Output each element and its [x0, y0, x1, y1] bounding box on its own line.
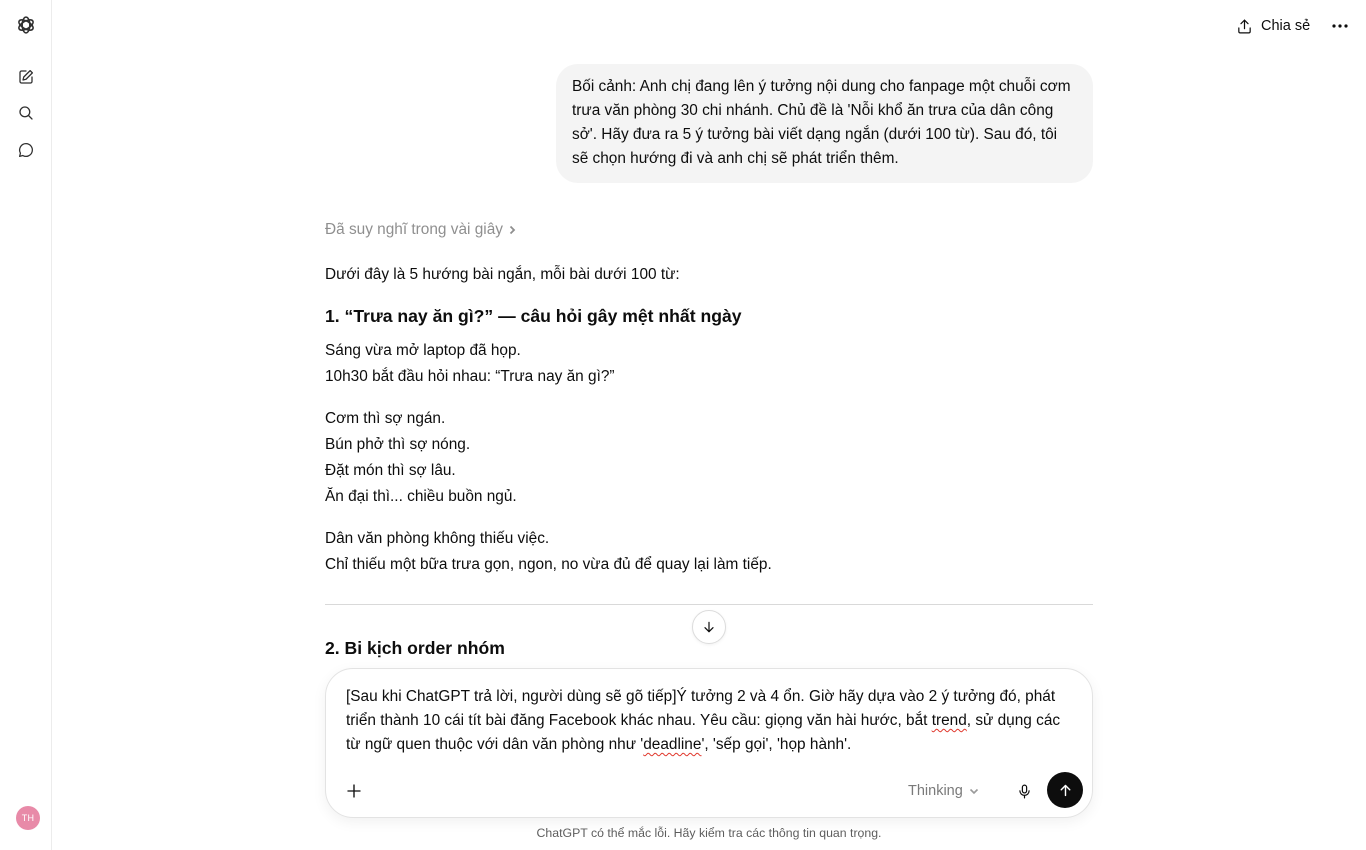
- share-icon: [1236, 18, 1253, 35]
- chat-bubble-icon: [17, 141, 35, 159]
- thought-toggle[interactable]: [325, 221, 517, 239]
- dictate-button[interactable]: [1010, 777, 1038, 805]
- more-options-button[interactable]: [1326, 12, 1354, 40]
- idea-1-paragraph-2: [325, 406, 1093, 510]
- idea-1-line: Sáng vừa mở laptop đã họp.: [325, 342, 521, 359]
- composer: [325, 668, 1093, 818]
- more-horizontal-icon: [1332, 24, 1348, 28]
- chevron-down-icon: [969, 786, 979, 796]
- arrow-down-icon: [701, 619, 717, 635]
- idea-1-line: Chỉ thiếu một bữa trưa gọn, ngon, no vừa đủ để quay lại làm tiếp.: [325, 556, 772, 573]
- chevron-right-icon: [507, 225, 517, 235]
- prompt-text: , sử dụng các từ ngữ quen thuộc với dân văn phòng như ': [346, 712, 1061, 753]
- prompt-text: [Sau khi ChatGPT trả lời, người dùng sẽ gõ tiếp]Ý tưởng 2 và 4 ổn. Giờ hãy dựa vào 2 ý tưởng đó, phát triển thành 10 cái tít bài đăng Facebook khác nhau. Yêu cầu: giọng văn hài hước, bắt: [346, 688, 1056, 729]
- idea-1-title: 1. “Trưa nay ăn gì?” — câu hỏi gây mệt nhất ngày: [325, 306, 742, 326]
- user-message: Bối cảnh: Anh chị đang lên ý tưởng nội dung cho fanpage một chuỗi cơm trưa văn phòng 30 chi nhánh. Chủ đề là 'Nỗi khổ ăn trưa của dân công sở'. Hãy đưa ra 5 ý tưởng bài viết dạng ngắn (dưới 100 từ). Sau đó, tôi sẽ chọn hướng đi và anh chị sẽ phát triển thêm.: [556, 64, 1093, 183]
- send-button[interactable]: [1047, 772, 1083, 808]
- section-divider: [325, 604, 1093, 605]
- prompt-input[interactable]: [346, 685, 1074, 757]
- prompt-text-misspelled: trend: [931, 712, 967, 729]
- new-chat-button[interactable]: [12, 63, 40, 91]
- share-button[interactable]: [1228, 12, 1318, 40]
- idea-1-line: 10h30 bắt đầu hỏi nhau: “Trưa nay ăn gì?”: [325, 368, 615, 385]
- openai-logo-icon[interactable]: [12, 11, 40, 39]
- thought-label: Đã suy nghĩ trong vài giây: [325, 221, 503, 238]
- idea-1-paragraph-3: [325, 526, 1093, 578]
- sidebar-rail: [0, 0, 52, 850]
- idea-1-line: Cơm thì sợ ngán.: [325, 410, 446, 427]
- idea-1-paragraph-1: [325, 338, 1093, 390]
- scroll-to-bottom-button[interactable]: [692, 610, 726, 644]
- edit-icon: [17, 68, 35, 86]
- add-attachment-button[interactable]: [340, 777, 368, 805]
- chats-button[interactable]: [12, 136, 40, 164]
- idea-1-line: Dân văn phòng không thiếu việc.: [325, 530, 550, 547]
- idea-1-line: Ăn đại thì... chiều buồn ngủ.: [325, 488, 517, 505]
- answer-intro: Dưới đây là 5 hướng bài ngắn, mỗi bài dưới 100 từ:: [325, 266, 680, 283]
- arrow-up-icon: [1057, 782, 1074, 799]
- search-icon: [17, 104, 35, 122]
- prompt-text: ', 'sếp gọi', 'họp hành'.: [701, 736, 852, 753]
- disclaimer: ChatGPT có thể mắc lỗi. Hãy kiểm tra các thông tin quan trọng.: [536, 826, 882, 840]
- mode-selector[interactable]: [908, 777, 979, 805]
- search-chats-button[interactable]: [12, 99, 40, 127]
- idea-2-title: 2. Bi kịch order nhóm: [325, 638, 505, 658]
- microphone-icon: [1016, 783, 1033, 800]
- idea-1-line: Đặt món thì sợ lâu.: [325, 462, 456, 479]
- idea-1-line: Bún phở thì sợ nóng.: [325, 436, 471, 453]
- mode-label: Thinking: [908, 783, 963, 799]
- prompt-text-misspelled: deadline: [643, 736, 702, 753]
- openai-logo-icon-graphic: [15, 14, 37, 36]
- share-label: Chia sẻ: [1261, 18, 1311, 34]
- avatar[interactable]: TH: [16, 806, 40, 830]
- plus-icon: [345, 782, 363, 800]
- assistant-message: [325, 262, 1093, 670]
